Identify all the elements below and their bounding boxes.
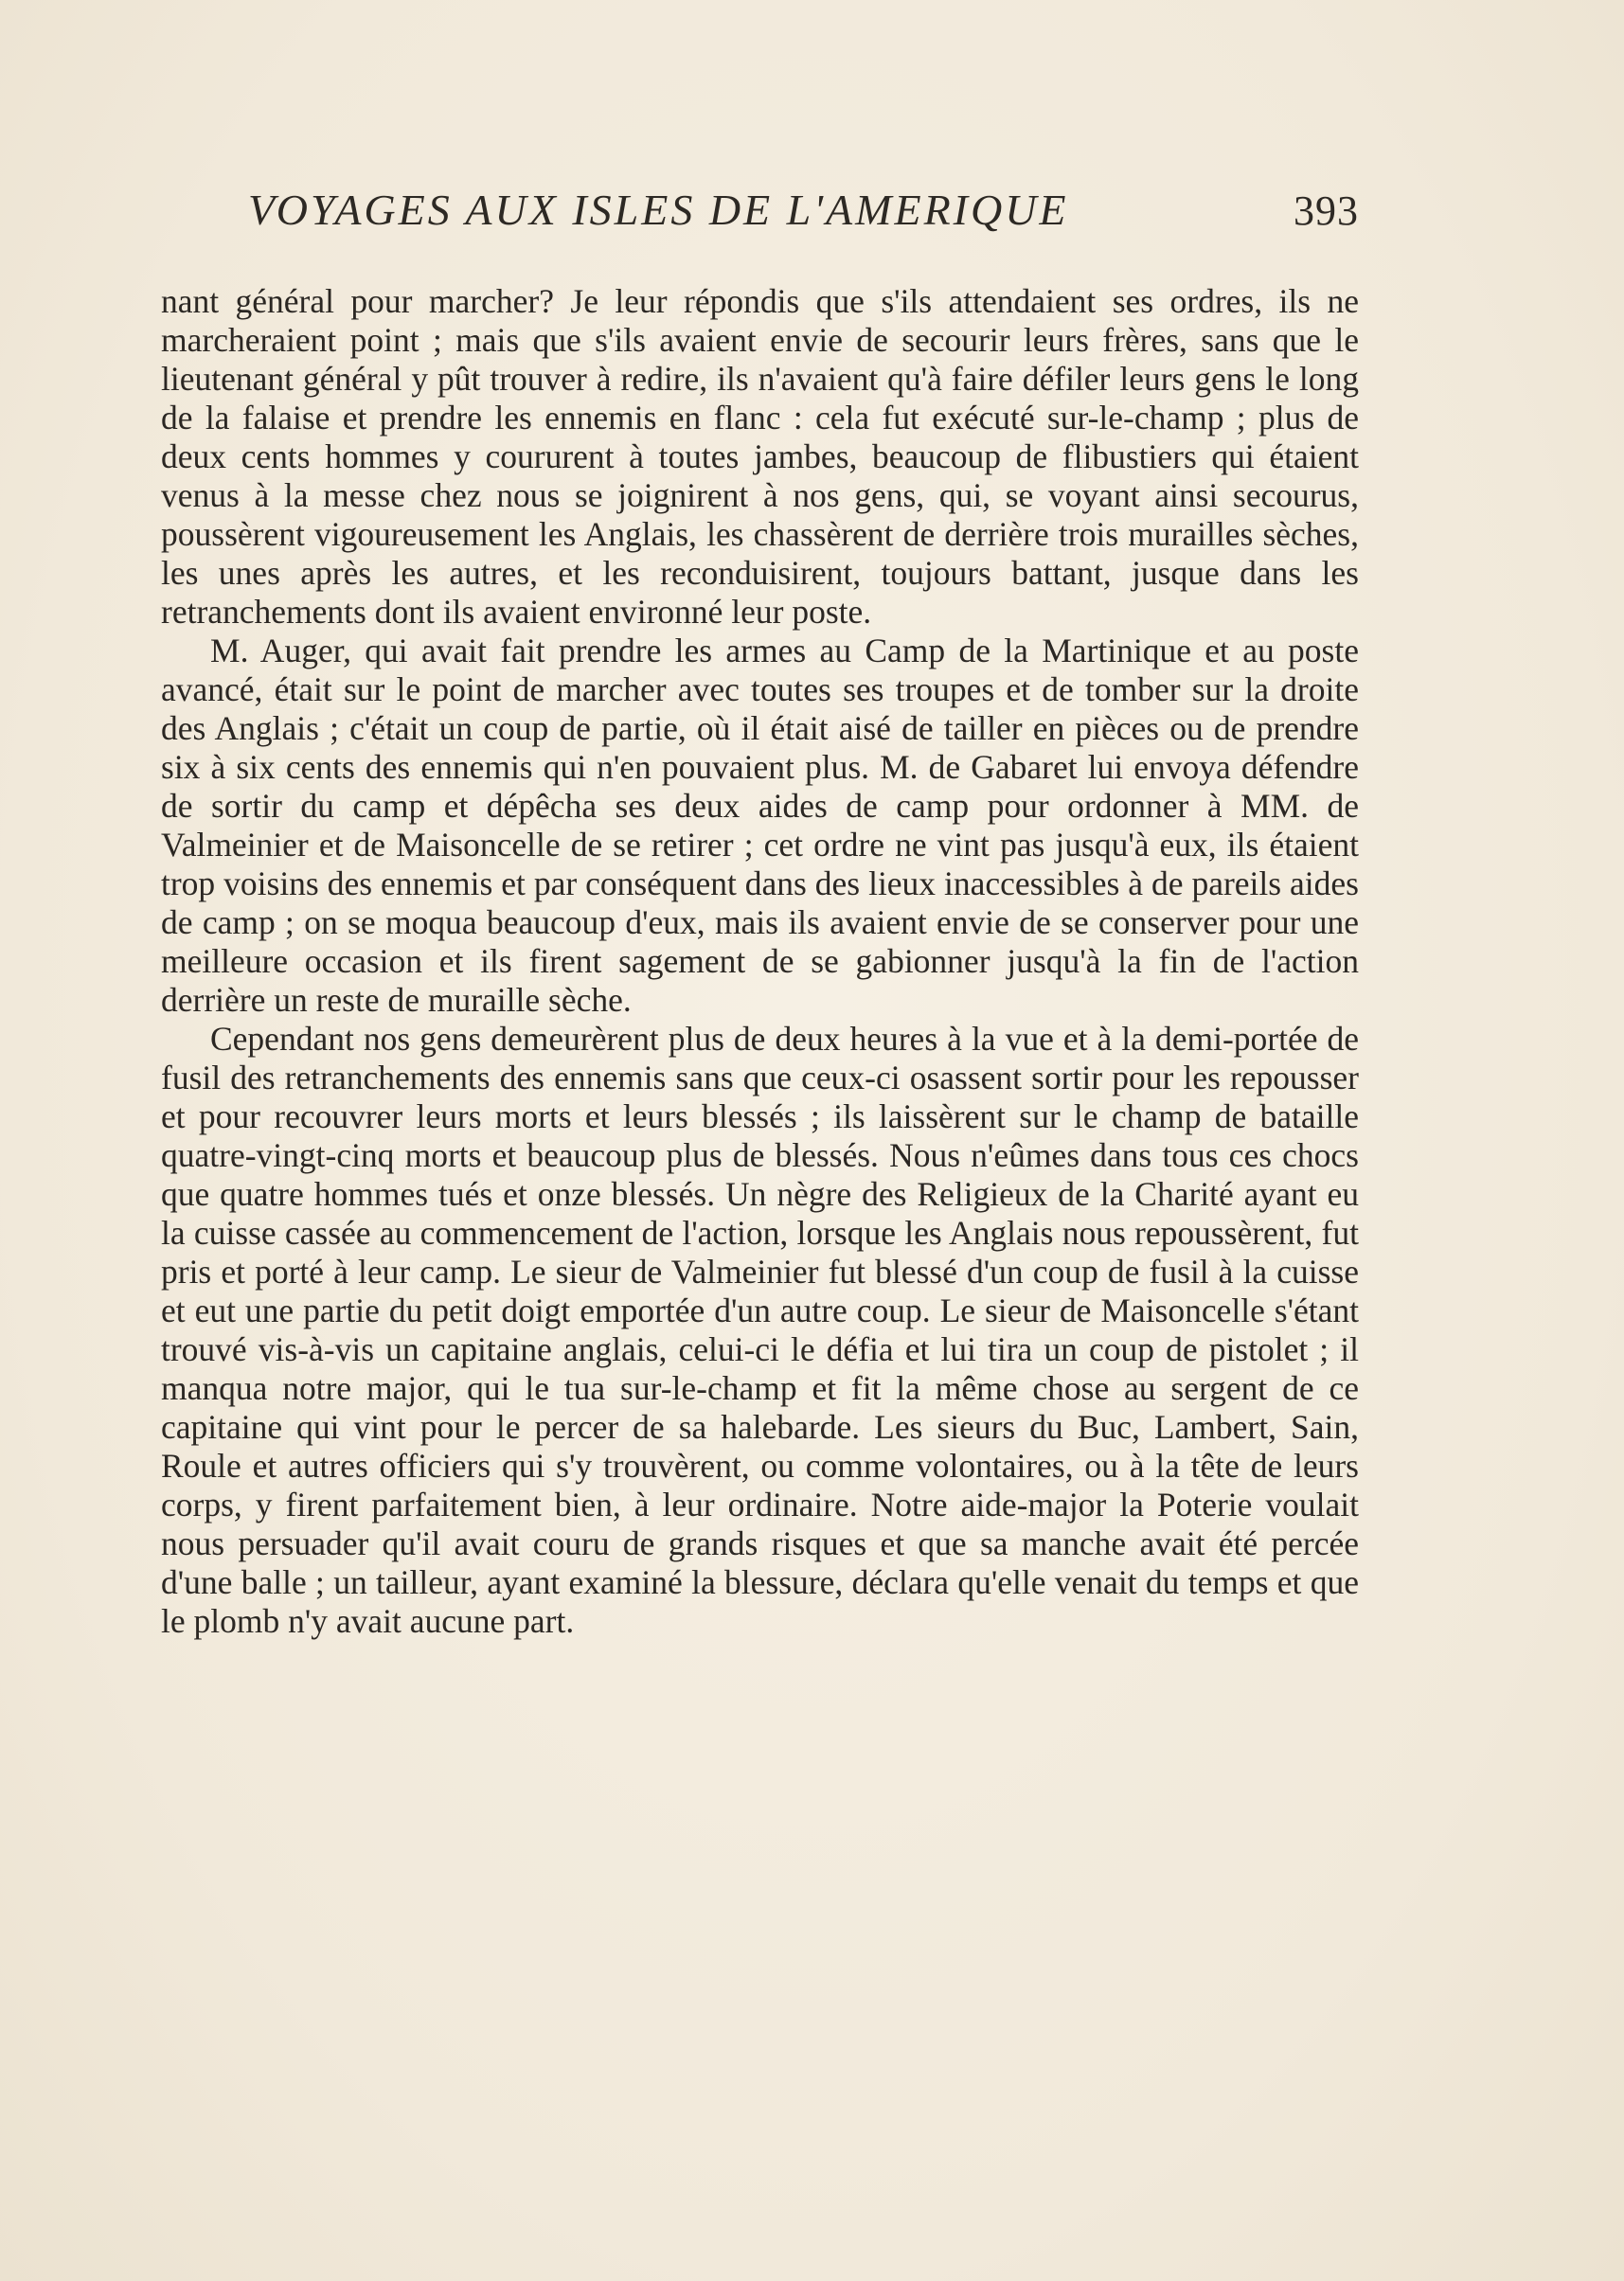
paragraph: Cependant nos gens demeurèrent plus de deux heures à la vue et à la demi-portée de fusil des retranchements des ennemis sans que ceux-ci osassent sortir pour les repousser et pour recouvrer leurs morts et leurs blessés ; ils laissèrent sur le champ de bataille quatre-vingt-cinq morts et beaucoup plus de blessés. Nous n'eûmes dans tous ces chocs que quatre hommes tués et onze blessés. Un nègre des Religieux de la Charité ayant eu la cuisse cassée au commencement de l'action, lorsque les Anglais nous repoussèrent, fut pris et porté à leur camp. Le sieur de Valmeinier fut blessé d'un coup de fusil à la cuisse et eut une partie du petit doigt emportée d'un autre coup. Le sieur de Maisoncelle s'étant trouvé vis-à-vis un capitaine anglais, celui-ci le défia et lui tira un coup de pistolet ; il manqua notre major, qui le tua sur-le-champ et fit la même chose au sergent de ce capitaine qui vint pour le percer de sa halebarde. Les sieurs du Buc, Lambert, Sain, Roule et autres officiers qui s'y trouvèrent, ou comme volontaires, ou à la tête de leurs corps, y firent parfaitement bien, à leur ordinaire. Notre aide-major la Poterie voulait nous persuader qu'il avait couru de grands risques et que sa manche avait été percée d'une balle ; un tailleur, ayant examiné la blessure, déclara qu'elle venait du temps et que le plomb n'y avait aucune part. (161, 1020, 1359, 1640)
running-head (248, 185, 1359, 235)
page-number: 393 (1294, 187, 1359, 234)
body-text (161, 282, 1359, 1641)
paragraph: M. Auger, qui avait fait prendre les armes au Camp de la Martinique et au poste avancé, était sur le point de marcher avec toutes ses troupes et de tomber sur la droite des Anglais ; c'était un coup de partie, où il était aisé de tailler en pièces ou de prendre six à six cents des ennemis qui n'en pouvaient plus. M. de Gabaret lui envoya défendre de sortir du camp et dépêcha ses deux aides de camp pour ordonner à MM. de Valmeinier et de Maisoncelle de se retirer ; cet ordre ne vint pas jusqu'à eux, ils étaient trop voisins des ennemis et par conséquent dans des lieux inaccessibles à de pareils aides de camp ; on se moqua beaucoup d'eux, mais ils avaient envie de se conserver pour une meilleure occasion et ils firent sagement de se gabionner jusqu'à la fin de l'action derrière un reste de muraille sèche. (161, 632, 1359, 1019)
book-page (161, 185, 1359, 1641)
paragraph-continued: nant général pour marcher? Je leur répondis que s'ils attendaient ses ordres, ils ne marcheraient point ; mais que s'ils avaient envie de secourir leurs frères, sans que le lieutenant général y pût trouver à redire, ils n'avaient qu'à faire défiler leurs gens le long de la falaise et prendre les ennemis en flanc : cela fut exécuté sur-le-champ ; plus de deux cents hommes y coururent à toutes jambes, beaucoup de flibustiers qui étaient venus à la messe chez nous se joignirent à nos gens, qui, se voyant ainsi secourus, poussèrent vigoureusement les Anglais, les chassèrent de derrière trois murailles sèches, les unes après les autres, et les reconduisirent, toujours battant, jusque dans les retranchements dont ils avaient environné leur poste. (161, 282, 1359, 631)
running-title: VOYAGES AUX ISLES DE L'AMERIQUE (248, 186, 1069, 234)
